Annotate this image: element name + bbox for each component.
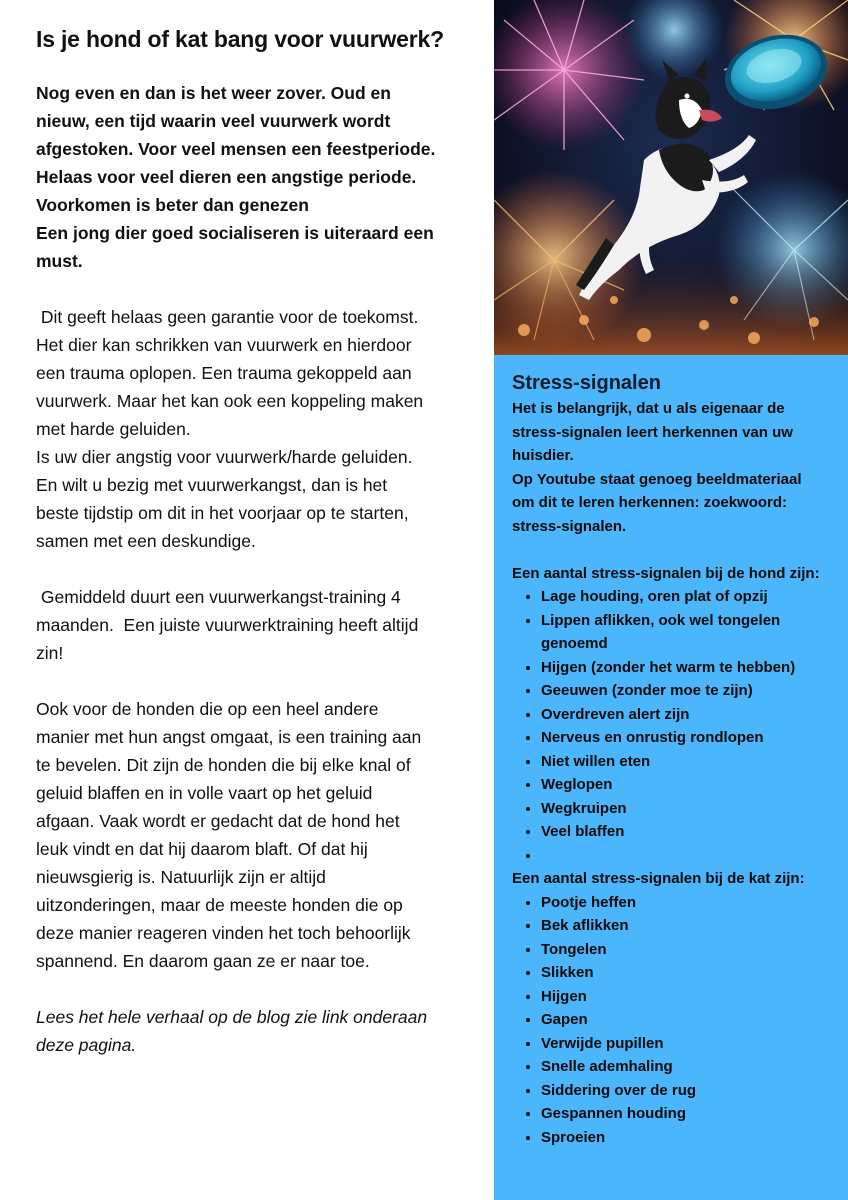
paragraph-barking-dogs [36, 695, 476, 975]
dog-catching-frisbee-fireworks-image [494, 0, 848, 355]
blog-link-note [36, 1003, 476, 1059]
stress-signals-intro [512, 397, 842, 538]
body-line: Ook voor de honden die op een heel andere [36, 699, 379, 719]
body-line: Gemiddeld duurt een vuurwerkangst-training 4 [36, 587, 401, 607]
list-item [541, 844, 842, 868]
body-line: Het dier kan schrikken van vuurwerk en hierdoor [36, 335, 412, 355]
body-line: te bevelen. Dit zijn de honden die bij elke knal of [36, 755, 411, 775]
paragraph-guarantee [36, 303, 476, 555]
body-line: afgaan. Vaak wordt er gedacht dat de hond het [36, 811, 400, 831]
list-item: • Hijgen (zonder het warm te hebben) [541, 656, 842, 680]
intro-line: Nog even en dan is het weer zover. Oud en [36, 83, 391, 103]
closing-line: deze pagina. [36, 1035, 137, 1055]
intro-line: must. [36, 251, 83, 271]
body-line: met harde geluiden. [36, 419, 191, 439]
dog-signals-heading: Een aantal stress-signalen bij de hond zijn: [512, 564, 820, 582]
cat-signals-heading: Een aantal stress-signalen bij de kat zijn: [512, 870, 805, 887]
body-line: Dit geeft helaas geen garantie voor de toekomst. [36, 307, 419, 327]
list-item: • Nerveus en onrustig rondlopen [541, 726, 842, 750]
list-item: • Lippen aflikken, ook wel tongelen genoemd [541, 609, 842, 656]
list-item: • Veel blaffen [541, 820, 842, 844]
article-column [36, 26, 476, 1059]
list-item: • Verwijde pupillen [541, 1032, 842, 1056]
list-item: • Overdreven alert zijn [541, 703, 842, 727]
body-line: beste tijdstip om dit in het voorjaar op te starten, [36, 503, 409, 523]
stress-signals-panel [512, 372, 842, 1149]
paragraph-training-duration [36, 583, 476, 667]
list-item: • Niet willen eten [541, 750, 842, 774]
list-item: • Geeuwen (zonder moe te zijn) [541, 679, 842, 703]
list-item: • Pootje heffen [541, 891, 842, 915]
intro-line: Op Youtube staat genoeg beeldmateriaal [512, 470, 802, 488]
body-line: zin! [36, 643, 64, 663]
body-line: een trauma oplopen. Een trauma gekoppeld aan [36, 363, 412, 383]
intro-line: Een jong dier goed socialiseren is uiteraard een [36, 223, 434, 243]
body-line: samen met een deskundige. [36, 531, 256, 551]
list-item: • Sproeien [541, 1126, 842, 1150]
body-line: En wilt u bezig met vuurwerkangst, dan is het [36, 475, 388, 495]
body-line: nieuwsgierig is. Natuurlijk zijn er altijd [36, 867, 326, 887]
body-line: leuk vindt en dat hij daarom blaft. Of dat hij [36, 839, 368, 859]
intro-line: afgestoken. Voor veel mensen een feestperiode. [36, 139, 436, 159]
list-item: • Lage houding, oren plat of opzij [541, 585, 842, 609]
body-line: deze manier reageren vinden het toch behoorlijk [36, 923, 411, 943]
article-title: Is je hond of kat bang voor vuurwerk? [36, 26, 444, 52]
intro-line: Voorkomen is beter dan genezen [36, 195, 309, 215]
list-item: • Weglopen [541, 773, 842, 797]
body-line: manier met hun angst omgaat, is een training aan [36, 727, 422, 747]
sidebar [494, 0, 848, 1200]
intro-line: Het is belangrijk, dat u als eigenaar de [512, 400, 785, 417]
body-line: uitzonderingen, maar de meeste honden die op [36, 895, 403, 915]
intro-line: nieuw, een tijd waarin veel vuurwerk wordt [36, 111, 391, 131]
list-item: • Gapen [541, 1008, 842, 1032]
intro-line: huisdier. [512, 447, 574, 464]
cat-signals-list [512, 891, 842, 1150]
intro-line: stress-signalen leert herkennen van uw [512, 423, 793, 441]
fireworks-illustration [494, 0, 848, 355]
closing-line: Lees het hele verhaal op de blog zie link onderaan [36, 1007, 428, 1027]
list-item: • Hijgen [541, 985, 842, 1009]
intro-line: Helaas voor veel dieren een angstige periode. [36, 167, 417, 187]
intro-line: om dit te leren herkennen: zoekwoord: [512, 494, 788, 511]
list-item: • Tongelen [541, 938, 842, 962]
intro-line: stress-signalen. [512, 517, 627, 535]
article-intro [36, 79, 476, 275]
body-line: geluid blaffen en in volle vaart op het geluid [36, 783, 373, 803]
list-item: • Slikken [541, 961, 842, 985]
body-line: maanden. Een juiste vuurwerktraining heeft altijd [36, 615, 419, 635]
body-line: spannend. En daarom gaan ze er naar toe. [36, 951, 370, 971]
body-line: vuurwerk. Maar het kan ook een koppeling maken [36, 391, 424, 411]
dog-signals-list [512, 585, 842, 867]
list-item: • Siddering over de rug [541, 1079, 842, 1103]
list-item: • Gespannen houding [541, 1102, 842, 1126]
list-item: • Bek aflikken [541, 914, 842, 938]
list-item: • Wegkruipen [541, 797, 842, 821]
list-item: • Snelle ademhaling [541, 1055, 842, 1079]
body-line: Is uw dier angstig voor vuurwerk/harde geluiden. [36, 447, 413, 467]
stress-signals-heading: Stress-signalen [512, 372, 661, 394]
